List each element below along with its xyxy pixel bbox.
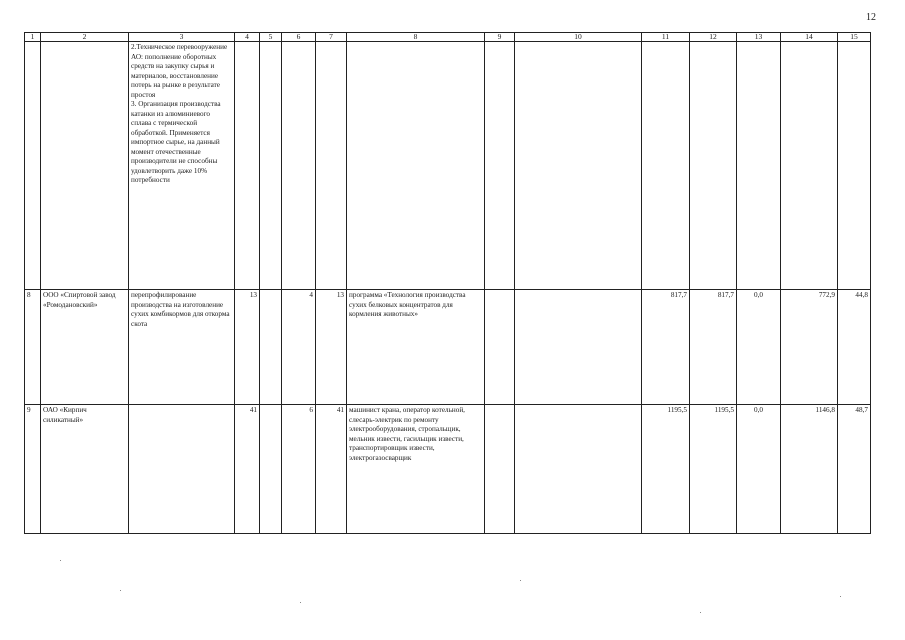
amount-cell: [737, 42, 781, 290]
value-cell: 41: [316, 405, 347, 534]
value-cell: [316, 42, 347, 290]
column-number: 1: [25, 33, 41, 42]
program-cell: [347, 42, 485, 290]
row-number-cell: 9: [25, 405, 41, 534]
amount-cell: [690, 42, 737, 290]
amount-cell: 772,9: [781, 290, 838, 405]
amount-cell: 0,0: [737, 290, 781, 405]
column-number: 8: [347, 33, 485, 42]
column-number: 5: [260, 33, 282, 42]
description-cell: 2.Техническое перевооружение АО: пополнение оборотных средств на закупку сырья и материалов, восстановление потерь на рынке в результате простоя 3. Организация производства катанки из алюминиевого сплава с термической обработкой. Применяется импортное сырье, на данный момент отечественные производители не способны удовлетворить даже 10% потребности: [129, 42, 235, 290]
scan-speck: [60, 560, 61, 561]
scan-speck: [700, 612, 701, 613]
column-number: 7: [316, 33, 347, 42]
description-cell: перепрофилирование производства на изготовление сухих комбикормов для откорма скота: [129, 290, 235, 405]
value-cell: [515, 405, 642, 534]
column-number: 15: [838, 33, 871, 42]
amount-cell: 44,8: [838, 290, 871, 405]
organization-cell: ООО «Спиртовой завод «Ромодановский»: [41, 290, 129, 405]
amount-cell: [781, 42, 838, 290]
table-row: [25, 290, 871, 405]
value-cell: 13: [235, 290, 260, 405]
row-number-cell: 8: [25, 290, 41, 405]
column-number: 2: [41, 33, 129, 42]
value-cell: [485, 42, 515, 290]
scan-speck: [300, 602, 301, 603]
column-number: 14: [781, 33, 838, 42]
scan-speck: [520, 580, 521, 581]
amount-cell: 48,7: [838, 405, 871, 534]
page-number: 12: [866, 12, 876, 23]
column-number: 12: [690, 33, 737, 42]
value-cell: [260, 290, 282, 405]
row-number-cell: [25, 42, 41, 290]
amount-cell: [838, 42, 871, 290]
value-cell: [515, 42, 642, 290]
value-cell: [485, 290, 515, 405]
table-row: [25, 405, 871, 534]
amount-cell: [642, 42, 690, 290]
program-cell: программа «Технология производства сухих белковых концентратов для кормления животных»: [347, 290, 485, 405]
column-number: 11: [642, 33, 690, 42]
amount-cell: 1146,8: [781, 405, 838, 534]
amount-cell: 1195,5: [690, 405, 737, 534]
organization-cell: [41, 42, 129, 290]
program-cell: машинист крана, оператор котельной, слесарь-электрик по ремонту электрооборудования, стропальщик, мельник извести, гасильщик извести, транспортировщик извести, электрогазосварщик: [347, 405, 485, 534]
value-cell: 41: [235, 405, 260, 534]
column-number-row: [25, 33, 871, 42]
column-number: 4: [235, 33, 260, 42]
amount-cell: 0,0: [737, 405, 781, 534]
value-cell: 13: [316, 290, 347, 405]
value-cell: [235, 42, 260, 290]
value-cell: 4: [282, 290, 316, 405]
column-number: 3: [129, 33, 235, 42]
value-cell: [515, 290, 642, 405]
organization-cell: ОАО «Кирпич силикатный»: [41, 405, 129, 534]
value-cell: [282, 42, 316, 290]
value-cell: [260, 405, 282, 534]
description-cell: [129, 405, 235, 534]
value-cell: [485, 405, 515, 534]
column-number: 10: [515, 33, 642, 42]
value-cell: 6: [282, 405, 316, 534]
scan-speck: [840, 596, 841, 597]
column-number: 6: [282, 33, 316, 42]
amount-cell: 1195,5: [642, 405, 690, 534]
data-table: [24, 32, 871, 534]
scan-speck: [120, 590, 121, 591]
value-cell: [260, 42, 282, 290]
column-number: 9: [485, 33, 515, 42]
amount-cell: 817,7: [690, 290, 737, 405]
column-number: 13: [737, 33, 781, 42]
amount-cell: 817,7: [642, 290, 690, 405]
table-row: [25, 42, 871, 290]
